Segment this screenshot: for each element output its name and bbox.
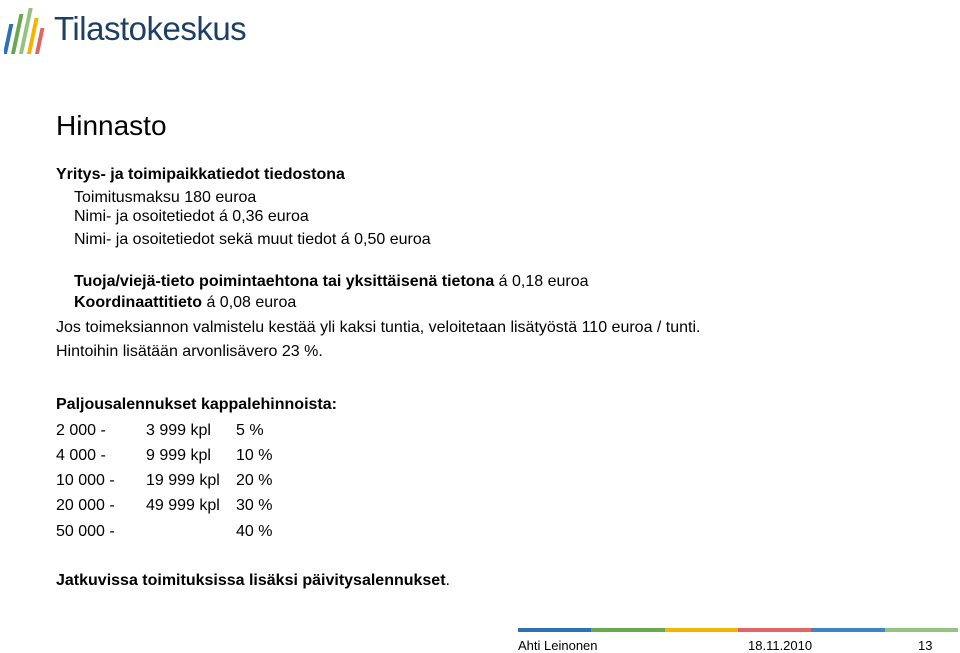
discount-to: 3 999 kpl — [146, 422, 211, 439]
footer-page-number: 13 — [918, 638, 933, 653]
discount-from: 20 000 - — [56, 497, 115, 514]
discount-row — [56, 472, 356, 492]
footer-author: Ahti Leinonen — [518, 638, 598, 653]
footer-bar-segment — [518, 628, 591, 632]
section1-item: Toimitusmaksu 180 euroa — [74, 189, 257, 206]
discount-from: 4 000 - — [56, 447, 106, 464]
discount-from: 50 000 - — [56, 523, 115, 540]
footer-bar-segment — [665, 628, 738, 632]
footer-bar-segment — [811, 628, 884, 632]
discount-pct: 5 % — [236, 422, 264, 439]
discount-pct: 30 % — [236, 497, 273, 514]
discount-from: 2 000 - — [56, 422, 106, 439]
discount-to: 49 999 kpl — [146, 497, 220, 514]
tilastokeskus-logo — [4, 2, 254, 58]
footer-bar-segment — [885, 628, 958, 632]
closing-line — [56, 572, 450, 590]
discounts-heading: Paljousalennukset kappalehinnoista: — [56, 396, 337, 413]
discount-pct: 10 % — [236, 447, 273, 464]
closing-text: Jatkuvissa toimituksissa lisäksi päivitysalennukset — [56, 572, 446, 589]
logo-text: Tilastokeskus — [54, 10, 247, 47]
discount-row — [56, 422, 356, 442]
closing-period: . — [445, 572, 450, 589]
note-line: Hintoihin lisätään arvonlisävero 23 %. — [56, 343, 323, 360]
discount-row — [56, 523, 356, 543]
footer-bar-segment — [738, 628, 811, 632]
footer-date: 18.11.2010 — [748, 638, 813, 653]
section1-item: Nimi- ja osoitetiedot sekä muut tiedot á 0,50 euroa — [74, 231, 431, 248]
footer-color-bar — [518, 628, 958, 632]
coordinate-price: á 0,08 euroa — [202, 294, 297, 311]
logo-mark-icon — [4, 2, 52, 58]
section1-item: Nimi- ja osoitetiedot á 0,36 euroa — [74, 208, 309, 225]
discount-pct: 40 % — [236, 523, 273, 540]
footer-bar-segment — [591, 628, 664, 632]
coordinate-label: Koordinaattitieto — [74, 294, 202, 311]
section1-heading: Yritys- ja toimipaikkatiedot tiedostona — [56, 166, 345, 183]
discount-from: 10 000 - — [56, 472, 115, 489]
note-line: Jos toimeksiannon valmistelu kestää yli kaksi tuntia, veloitetaan lisätyöstä 110 euroa / tunti. — [56, 319, 701, 336]
discount-row — [56, 497, 356, 517]
discount-row — [56, 447, 356, 467]
discount-pct: 20 % — [236, 472, 273, 489]
page-title: Hinnasto — [56, 110, 167, 141]
coordinate-line — [74, 294, 296, 312]
import-export-label: Tuoja/viejä-tieto poimintaehtona tai yksittäisenä tietona — [74, 273, 495, 290]
import-export-price: á 0,18 euroa — [494, 273, 589, 290]
discount-to: 9 999 kpl — [146, 447, 211, 464]
import-export-line — [74, 273, 589, 291]
discount-to: 19 999 kpl — [146, 472, 220, 489]
